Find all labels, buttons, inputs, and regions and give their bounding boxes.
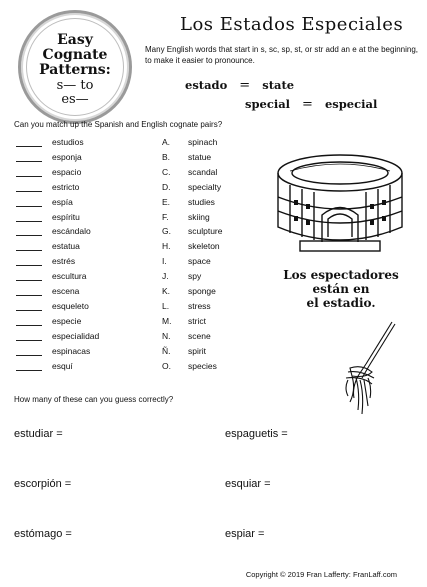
option-letter: E. <box>162 196 171 207</box>
matching-list <box>16 137 266 377</box>
option-letter: M. <box>162 315 172 326</box>
spanish-word: especie <box>52 315 82 326</box>
caption-line-1: Los espectadores <box>283 268 399 282</box>
answer-blank[interactable] <box>16 161 42 162</box>
option-letter: D. <box>162 181 171 192</box>
english-word: specialty <box>188 181 222 192</box>
spanish-word: estudios <box>52 137 84 147</box>
matching-row <box>16 316 266 331</box>
answer-blank[interactable] <box>16 370 42 371</box>
answer-blank[interactable] <box>16 265 42 266</box>
stadium-illustration <box>270 145 410 260</box>
spanish-word: espacio <box>52 166 82 177</box>
matching-row <box>16 152 266 167</box>
badge-line-1: Easy <box>57 32 93 48</box>
matching-row <box>16 197 266 212</box>
english-word: skeleton <box>188 241 220 252</box>
copyright-footer: Copyright © 2019 Fran Lafferty: FranLaff.com <box>245 570 397 579</box>
guess-estudiar[interactable]: estudiar = <box>14 428 63 440</box>
english-word: scandal <box>188 166 218 177</box>
example-1-english: state <box>262 78 295 92</box>
matching-row <box>16 346 266 361</box>
english-word: sculpture <box>188 226 223 237</box>
english-word: spirit <box>188 345 206 356</box>
spanish-word: escena <box>52 286 80 296</box>
english-word: sponge <box>188 286 216 296</box>
answer-blank[interactable] <box>16 146 42 147</box>
matching-row <box>16 331 266 346</box>
spanish-word: esquí <box>52 360 73 371</box>
matching-row <box>16 301 266 316</box>
spanish-word: escándalo <box>52 226 91 237</box>
example-2-english: special <box>245 97 291 111</box>
answer-blank[interactable] <box>16 325 42 326</box>
answer-blank[interactable] <box>16 310 42 311</box>
option-letter: L. <box>162 300 170 311</box>
answer-blank[interactable] <box>16 295 42 296</box>
badge-line-2: Cognate <box>42 47 108 63</box>
spaghetti-fork-illustration <box>322 318 402 418</box>
spanish-word: esqueleto <box>52 300 89 311</box>
matching-row <box>16 182 266 197</box>
guess-esquiar[interactable]: esquiar = <box>225 478 271 490</box>
answer-blank[interactable] <box>16 280 42 281</box>
matching-row <box>16 137 266 152</box>
answer-blank[interactable] <box>16 355 42 356</box>
matching-row <box>16 286 266 301</box>
english-word: spy <box>188 271 202 282</box>
english-word: species <box>188 360 217 371</box>
english-word: space <box>188 256 211 267</box>
guess-espaguetis[interactable]: espaguetis = <box>225 428 288 440</box>
spanish-word: espinacas <box>52 345 91 356</box>
guess-espiar[interactable]: espiar = <box>225 528 265 540</box>
example-1-spanish: estado <box>185 78 228 92</box>
option-letter: I. <box>162 256 167 267</box>
option-letter: O. <box>162 360 171 371</box>
spanish-word: estricto <box>52 181 80 192</box>
english-word: statue <box>188 151 212 162</box>
matching-row <box>16 271 266 286</box>
matching-question: Can you match up the Spanish and English cognate pairs? <box>14 120 223 129</box>
option-letter: J. <box>162 271 169 282</box>
english-word: scene <box>188 330 211 341</box>
stadium-caption <box>282 268 400 310</box>
pattern-badge <box>18 10 132 124</box>
spanish-word: especialidad <box>52 330 100 341</box>
matching-row <box>16 226 266 241</box>
option-letter: B. <box>162 151 171 162</box>
option-letter: K. <box>162 286 171 296</box>
answer-blank[interactable] <box>16 206 42 207</box>
english-word: stress <box>188 300 211 311</box>
matching-row <box>16 212 266 227</box>
intro-text: Many English words that start in s, sc, sp, st, or str add an e at the beginning, to make it easier to pronounce. <box>145 45 419 65</box>
english-word: studies <box>188 196 215 207</box>
spanish-word: estrés <box>52 256 76 267</box>
page-title: Los Estados Especiales <box>180 14 404 35</box>
option-letter: G. <box>162 226 171 237</box>
english-word: spinach <box>188 137 218 147</box>
answer-blank[interactable] <box>16 176 42 177</box>
option-letter: Ñ. <box>162 345 171 356</box>
example-1-equals: = <box>239 78 251 93</box>
matching-row <box>16 256 266 271</box>
option-letter: A. <box>162 137 171 147</box>
spanish-word: esponja <box>52 151 82 162</box>
answer-blank[interactable] <box>16 250 42 251</box>
guess-escorpion[interactable]: escorpión = <box>14 478 72 490</box>
matching-row <box>16 167 266 182</box>
caption-line-3: el estadio. <box>306 296 376 310</box>
answer-blank[interactable] <box>16 221 42 222</box>
answer-blank[interactable] <box>16 191 42 192</box>
option-letter: F. <box>162 211 169 222</box>
spanish-word: espía <box>52 196 73 207</box>
example-2-equals: = <box>302 97 313 112</box>
matching-row <box>16 241 266 256</box>
option-letter: H. <box>162 241 171 252</box>
spanish-word: escultura <box>52 271 87 282</box>
badge-line-5: es— <box>61 92 89 107</box>
english-word: strict <box>188 315 206 326</box>
spanish-word: espíritu <box>52 211 80 222</box>
english-word: skiing <box>188 211 210 222</box>
guess-question: How many of these can you guess correctly? <box>14 395 174 404</box>
guess-estomago[interactable]: estómago = <box>14 528 72 540</box>
answer-blank[interactable] <box>16 235 42 236</box>
example-2-spanish: especial <box>324 97 378 111</box>
option-letter: N. <box>162 330 171 341</box>
badge-line-3: Patterns: <box>39 62 111 78</box>
matching-row <box>16 361 266 376</box>
example-1 <box>185 78 294 93</box>
caption-line-2: están en <box>312 282 370 296</box>
answer-blank[interactable] <box>16 340 42 341</box>
badge-line-4: s— to <box>56 78 94 93</box>
spanish-word: estatua <box>52 241 80 252</box>
option-letter: C. <box>162 166 171 177</box>
example-2 <box>245 97 377 112</box>
